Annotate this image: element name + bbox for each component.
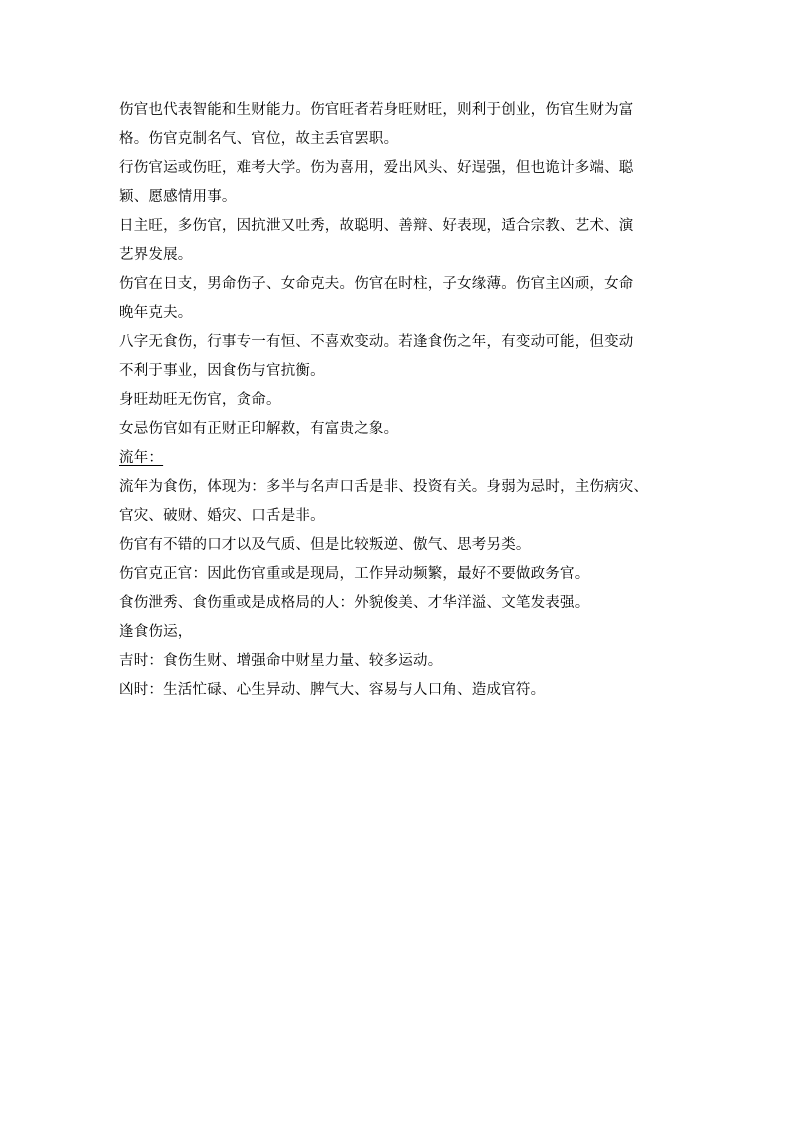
text-line: 格。伤官克制名气、官位，故主丢官罢职。 [119, 131, 399, 147]
paragraph [119, 96, 679, 154]
text-line: 不利于事业，因食伤与官抗衡。 [119, 363, 325, 379]
text-line: 伤官有不错的口才以及气质、但是比较叛逆、傲气、思考另类。 [119, 537, 531, 553]
text-line: 伤官在日支，男命伤子、女命克夫。伤官在时柱，子女缘薄。伤官主凶顽，女命 [119, 276, 634, 292]
paragraph [119, 386, 679, 415]
paragraph [119, 270, 679, 328]
text-line: 女忌伤官如有正财正印解救，有富贵之象。 [119, 421, 399, 437]
text-line: 食伤泄秀、食伤重或是成格局的人：外貌俊美、才华洋溢、文笔发表强。 [119, 595, 590, 611]
text-line: 八字无食伤，行事专一有恒、不喜欢变动。若逢食伤之年，有变动可能，但变动 [119, 334, 634, 350]
text-line: 伤官克正官：因此伤官重或是现局，工作异动频繁，最好不要做政务官。 [119, 566, 590, 582]
text-line: 吉时：食伤生财、增强命中财星力量、较多运动。 [119, 653, 443, 669]
text-line: 流年为食伤，体现为：多半与名声口舌是非、投资有关。身弱为忌时，主伤病灾、 [119, 479, 649, 495]
text-line: 行伤官运或伤旺，难考大学。伤为喜用，爱出风头、好逞强，但也诡计多端、聪 [119, 160, 634, 176]
text-line: 凶时：生活忙碌、心生异动、脾气大、容易与人口角、造成官符。 [119, 682, 546, 698]
paragraph [119, 676, 679, 705]
text-line: 日主旺，多伤官，因抗泄又吐秀，故聪明、善辩、好表现，适合宗教、艺术、演 [119, 218, 634, 234]
paragraph [119, 154, 679, 212]
paragraph [119, 560, 679, 589]
text-line: 伤官也代表智能和生财能力。伤官旺者若身旺财旺，则利于创业，伤官生财为富 [119, 102, 634, 118]
text-line: 颖、愿感情用事。 [119, 189, 237, 205]
paragraph [119, 415, 679, 444]
text-line: 身旺劫旺无伤官，贪命。 [119, 392, 281, 408]
paragraph [119, 473, 679, 531]
text-line: 官灾、破财、婚灾、口舌是非。 [119, 508, 325, 524]
document-body [119, 96, 679, 705]
text-line: 逢食伤运， [119, 624, 193, 640]
text-line: 艺界发展。 [119, 247, 193, 263]
paragraph [119, 212, 679, 270]
paragraph [119, 618, 679, 647]
paragraph [119, 328, 679, 386]
text-line: 晚年克夫。 [119, 305, 193, 321]
paragraph [119, 647, 679, 676]
section-heading [119, 444, 679, 473]
paragraph [119, 531, 679, 560]
paragraph [119, 589, 679, 618]
section-heading-text: 流年： [119, 450, 164, 466]
